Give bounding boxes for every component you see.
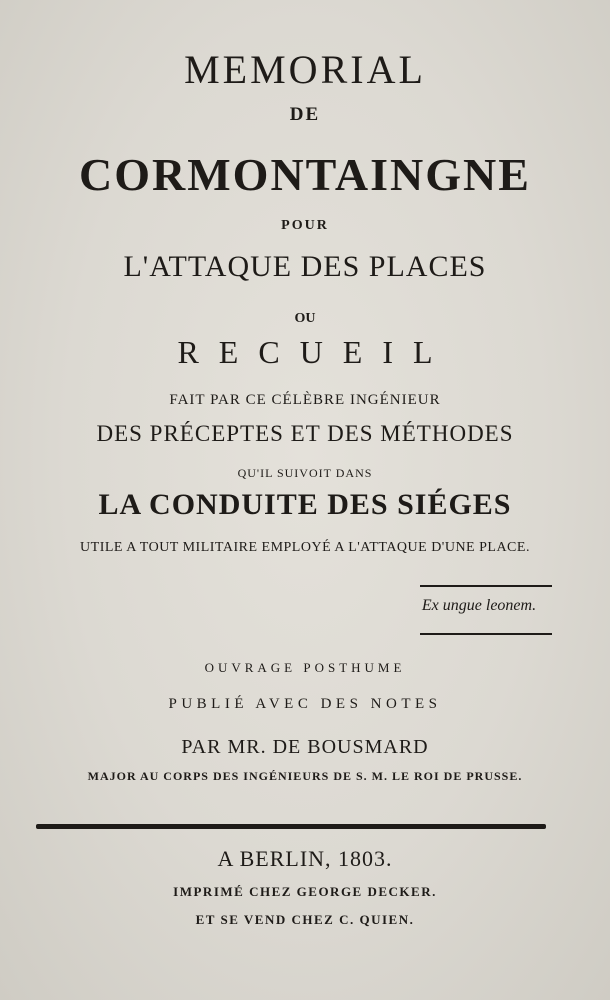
subtitle-quil-suivoit: QU'IL SUIVOIT DANS xyxy=(237,466,373,480)
imprint-printer: IMPRIMÉ CHEZ GEORGE DECKER. xyxy=(173,884,437,899)
imprint-place-date: A BERLIN, 1803. xyxy=(217,846,393,871)
author-line: PAR MR. DE BOUSMARD xyxy=(181,736,429,758)
motto-rule-bottom xyxy=(420,633,552,635)
title-de: DE xyxy=(289,104,321,125)
subtitle-preceptes: DES PRÉCEPTES ET DES MÉTHODES xyxy=(96,421,514,446)
publie-avec-des-notes: PUBLIÉ AVEC DES NOTES xyxy=(168,696,442,712)
author-title: MAJOR AU CORPS DES INGÉNIEURS DE S. M. LE ROI DE PRUSSE. xyxy=(87,769,523,783)
title-attaque-des-places: L'ATTAQUE DES PLACES xyxy=(123,250,487,283)
motto-rule-top xyxy=(420,585,552,587)
title-pour: POUR xyxy=(281,218,329,233)
imprint-seller: ET SE VEND CHEZ C. QUIEN. xyxy=(195,912,415,927)
subtitle-utile: UTILE A TOUT MILITAIRE EMPLOYÉ A L'ATTAQUE D'UNE PLACE. xyxy=(80,540,530,555)
imprint-divider xyxy=(36,824,546,829)
title-ou: OU xyxy=(294,311,316,326)
subtitle-fait-par: FAIT PAR CE CÉLÈBRE INGÉNIEUR xyxy=(169,392,441,408)
ouvrage-posthume: OUVRAGE POSTHUME xyxy=(204,660,406,675)
title-recueil: RECUEIL xyxy=(177,334,453,370)
title-memorial: MEMORIAL xyxy=(184,47,426,92)
title-cormontaingne: CORMONTAINGNE xyxy=(79,149,531,200)
motto: Ex ungue leonem. xyxy=(421,597,537,614)
subtitle-conduite-des-sieges: LA CONDUITE DES SIÉGES xyxy=(98,488,512,521)
